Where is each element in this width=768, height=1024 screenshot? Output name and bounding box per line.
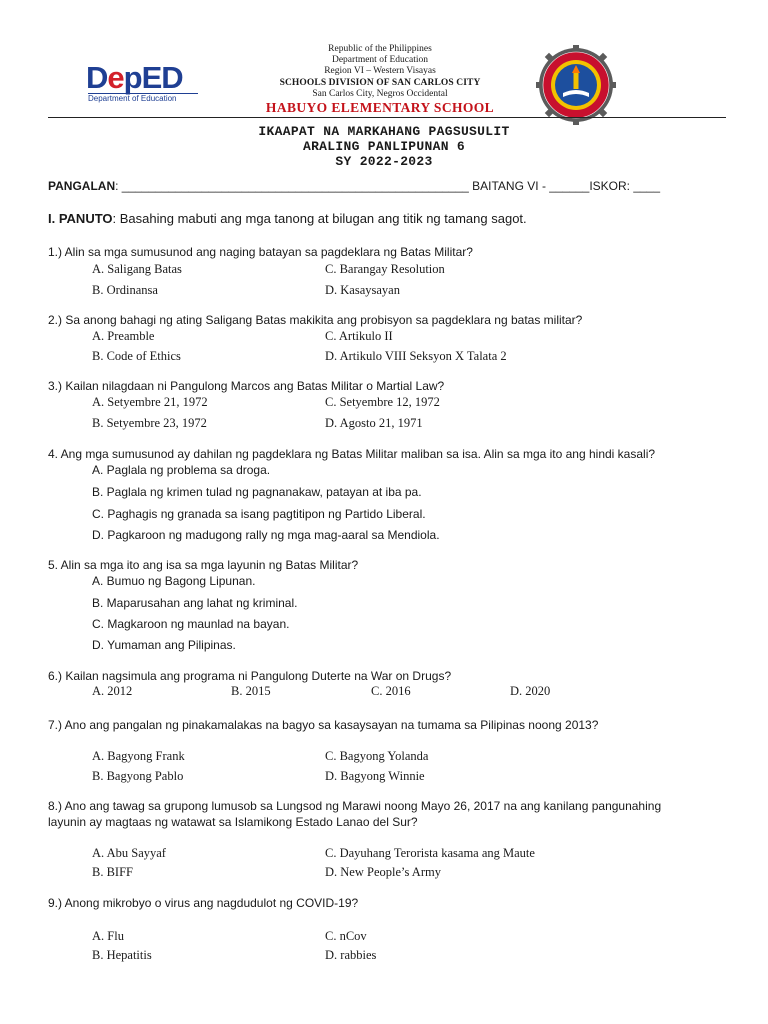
q6-option-c[interactable]: C. 2016 xyxy=(371,684,411,698)
q2-option-a[interactable]: A. Preamble xyxy=(92,329,155,343)
q2-option-c[interactable]: C. Artikulo II xyxy=(325,329,393,343)
q2-option-b[interactable]: B. Code of Ethics xyxy=(92,349,181,363)
header-department: Department of Education xyxy=(331,55,429,66)
q1-option-a[interactable]: A. Saligang Batas xyxy=(92,262,182,276)
q4-option-d[interactable]: D. Pagkaroon ng madugong rally ng mga mag-aaral sa Mendiola. xyxy=(92,528,440,542)
q1-option-b[interactable]: B. Ordinansa xyxy=(92,283,158,297)
student-info-blanks: : ____________________________________________________ BAITANG VI - ______ISKOR: ____ xyxy=(115,179,661,193)
q7-option-c[interactable]: C. Bagyong Yolanda xyxy=(325,749,429,763)
deped-logo-subtext: Department of Education xyxy=(88,94,177,103)
q8-option-d[interactable]: D. New People’s Army xyxy=(325,865,441,879)
q5-option-c[interactable]: C. Magkaroon ng maunlad na bayan. xyxy=(92,617,290,631)
school-name: HABUYO ELEMENTARY SCHOOL xyxy=(265,100,495,115)
question-9: 9.) Anong mikrobyo o virus ang nagdudulot ng COVID-19? xyxy=(48,896,359,910)
question-3: 3.) Kailan nilagdaan ni Pangulong Marcos ang Batas Militar o Martial Law? xyxy=(48,379,445,393)
q6-option-d[interactable]: D. 2020 xyxy=(510,684,551,698)
question-8-continued: layunin ay magtaas ng watawat sa Islamikong Estado Lanao del Sur? xyxy=(48,815,418,829)
school-year: SY 2022-2023 xyxy=(335,154,433,169)
q4-option-a[interactable]: A. Paglala ng problema sa droga. xyxy=(92,463,271,477)
q3-option-d[interactable]: D. Agosto 21, 1971 xyxy=(325,416,423,430)
question-5: 5. Alin sa mga ito ang isa sa mga layunin ng Batas Militar? xyxy=(48,558,359,572)
q6-option-a[interactable]: A. 2012 xyxy=(92,684,133,698)
question-2: 2.) Sa anong bahagi ng ating Saligang Batas makikita ang probisyon sa pagdeklara ng batas militar? xyxy=(48,313,583,327)
q6-option-b[interactable]: B. 2015 xyxy=(231,684,271,698)
header-division: SCHOOLS DIVISION OF SAN CARLOS CITY xyxy=(279,77,481,88)
q5-option-a[interactable]: A. Bumuo ng Bagong Lipunan. xyxy=(92,574,256,588)
exam-title: IKAAPAT NA MARKAHANG PAGSUSULIT xyxy=(258,124,510,139)
q9-option-a[interactable]: A. Flu xyxy=(92,929,124,943)
student-info-line xyxy=(48,179,660,193)
q1-option-d[interactable]: D. Kasaysayan xyxy=(325,283,400,297)
subject-title: ARALING PANLIPUNAN 6 xyxy=(302,139,466,154)
q9-option-b[interactable]: B. Hepatitis xyxy=(92,948,152,962)
header-divider xyxy=(48,117,726,118)
instructions-label: I. PANUTO xyxy=(48,211,113,226)
question-7: 7.) Ano ang pangalan ng pinakamalakas na bagyo sa kasaysayan na tumama sa Pilipinas noong 2013? xyxy=(48,718,599,732)
q3-option-c[interactable]: C. Setyembre 12, 1972 xyxy=(325,395,440,409)
header-city: San Carlos City, Negros Occidental xyxy=(312,88,448,99)
header-text-block xyxy=(230,44,530,100)
instructions xyxy=(48,211,527,226)
q2-option-d[interactable]: D. Artikulo VIII Seksyon X Talata 2 xyxy=(325,349,507,363)
q7-option-a[interactable]: A. Bagyong Frank xyxy=(92,749,185,763)
question-8: 8.) Ano ang tawag sa grupong lumusob sa Lungsod ng Marawi noong Mayo 26, 2017 na ang kanilang pangunahing xyxy=(48,799,662,813)
q4-option-c[interactable]: C. Paghagis ng granada sa isang pagtitipon ng Partido Liberal. xyxy=(92,507,426,521)
deped-logo-text: DepED xyxy=(86,60,183,95)
header-region: Region VI – Western Visayas xyxy=(324,66,436,77)
q8-option-a[interactable]: A. Abu Sayyaf xyxy=(92,846,166,860)
q9-option-d[interactable]: D. rabbies xyxy=(325,948,377,962)
q3-option-a[interactable]: A. Setyembre 21, 1972 xyxy=(92,395,208,409)
deped-logo xyxy=(86,62,211,112)
q5-option-d[interactable]: D. Yumaman ang Pilipinas. xyxy=(92,638,236,652)
q7-option-d[interactable]: D. Bagyong Winnie xyxy=(325,769,425,783)
q8-option-c[interactable]: C. Dayuhang Terorista kasama ang Maute xyxy=(325,846,535,860)
q1-option-c[interactable]: C. Barangay Resolution xyxy=(325,262,445,276)
header-republic: Republic of the Philippines xyxy=(328,44,432,54)
q3-option-b[interactable]: B. Setyembre 23, 1972 xyxy=(92,416,207,430)
q4-option-b[interactable]: B. Paglala ng krimen tulad ng pagnanakaw, patayan at iba pa. xyxy=(92,485,422,499)
school-seal-icon xyxy=(536,45,616,125)
q5-option-b[interactable]: B. Maparusahan ang lahat ng kriminal. xyxy=(92,596,298,610)
instructions-text: : Basahing mabuti ang mga tanong at bilugan ang titik ng tamang sagot. xyxy=(112,211,527,226)
question-6: 6.) Kailan nagsimula ang programa ni Pangulong Duterte na War on Drugs? xyxy=(48,669,452,683)
name-label: PANGALAN xyxy=(48,179,116,193)
question-4: 4. Ang mga sumusunod ay dahilan ng pagdeklara ng Batas Militar maliban sa isa. Alin sa mga ito ang hindi kasali? xyxy=(48,447,656,461)
q8-option-b[interactable]: B. BIFF xyxy=(92,865,133,879)
question-1: 1.) Alin sa mga sumusunod ang naging batayan sa pagdeklara ng Batas Militar? xyxy=(48,245,473,259)
q7-option-b[interactable]: B. Bagyong Pablo xyxy=(92,769,184,783)
q9-option-c[interactable]: C. nCov xyxy=(325,929,367,943)
